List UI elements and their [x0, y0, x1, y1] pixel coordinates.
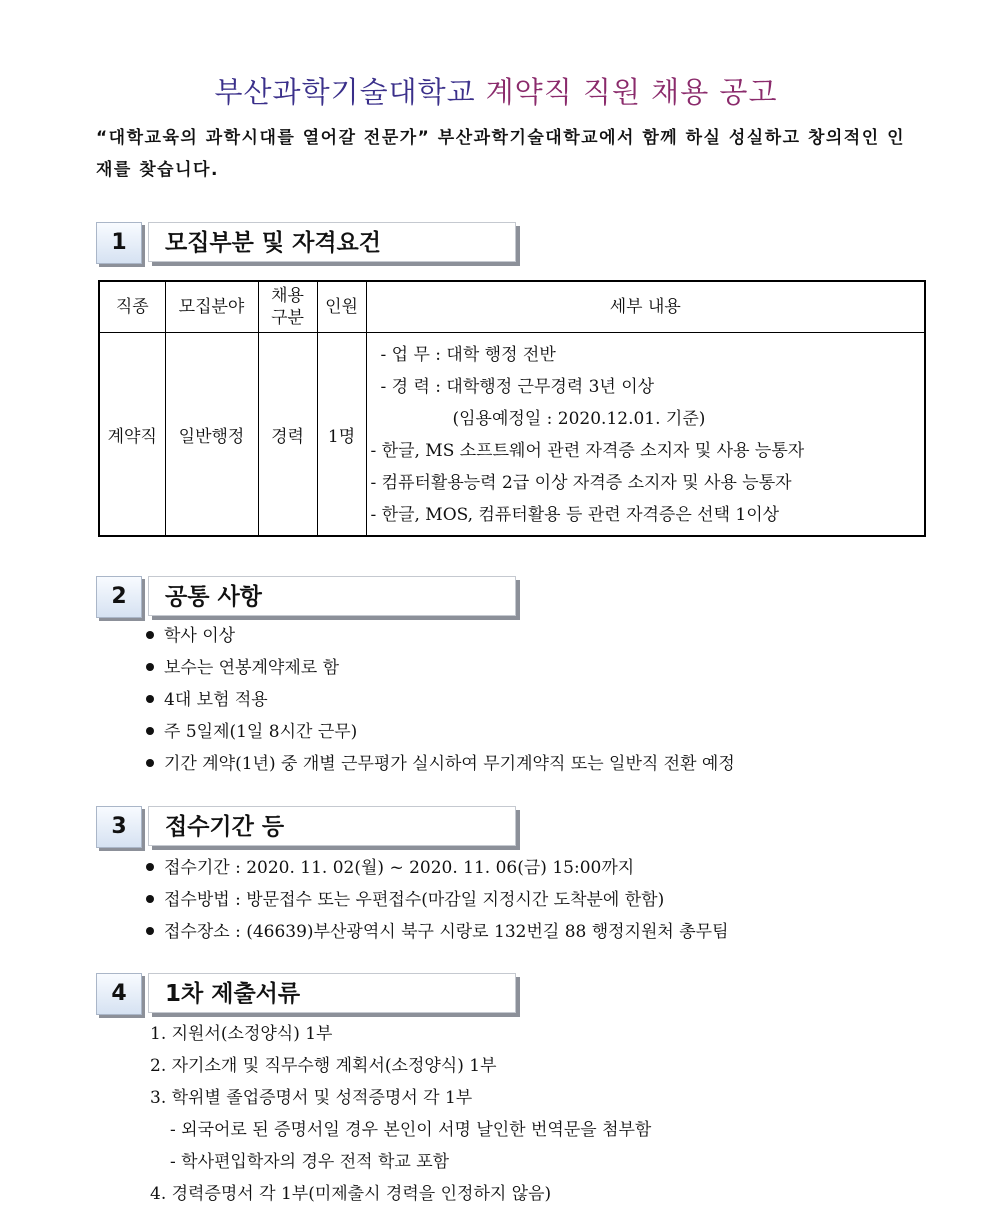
header-hire-type: 채용 구분	[258, 281, 317, 333]
list-item: 4대 보험 적용	[146, 684, 735, 716]
section-label: 공통 사항	[148, 576, 516, 616]
cell-details	[366, 333, 925, 537]
table-header-row	[99, 281, 925, 333]
bullet-icon	[146, 863, 154, 871]
list-item: 2. 자기소개 및 직무수행 계획서(소정양식) 1부	[150, 1056, 497, 1076]
bullet-icon	[146, 759, 154, 767]
cell-hire-type: 경력	[258, 333, 317, 537]
recruitment-table	[98, 280, 926, 537]
cell-field: 일반행정	[165, 333, 258, 537]
intro-text: “대학교육의 과학시대를 열어갈 전문가” 부산과학기술대학교에서 함께 하실 성실하고 창의적인 인재를 찾습니다.	[96, 128, 905, 180]
detail-line: - 컴퓨터활용능력 2급 이상 자격증 소지자 및 사용 능통자	[370, 473, 792, 493]
cell-job-type: 계약직	[99, 333, 165, 537]
application-list	[146, 852, 729, 948]
table-row	[99, 333, 925, 537]
header-field: 모집분야	[165, 281, 258, 333]
detail-line: (임용예정일 : 2020.12.01. 기준)	[452, 409, 706, 429]
section-number: 4	[96, 973, 142, 1015]
bullet-icon	[146, 927, 154, 935]
detail-line: - 경 력 : 대학행정 근무경력 3년 이상	[380, 377, 655, 397]
common-list	[146, 620, 735, 780]
detail-line: - 한글, MOS, 컴퓨터활용 등 관련 자격증은 선택 1이상	[370, 505, 780, 525]
bullet-icon	[146, 663, 154, 671]
section-number: 3	[96, 806, 142, 848]
bullet-icon	[146, 895, 154, 903]
list-item: 3. 학위별 졸업증명서 및 성적증명서 각 1부	[150, 1088, 473, 1108]
list-item: 1. 지원서(소정양식) 1부	[150, 1024, 333, 1044]
list-item: 접수장소 : (46639)부산광역시 북구 시랑로 132번길 88 행정지원처 총무팀	[146, 916, 729, 948]
bullet-icon	[146, 727, 154, 735]
section-label: 접수기간 등	[148, 806, 516, 846]
documents-list	[150, 1018, 651, 1210]
bullet-icon	[146, 631, 154, 639]
section-label: 1차 제출서류	[148, 973, 516, 1013]
section-label: 모집부분 및 자격요건	[148, 222, 516, 262]
title-university: 부산과학기술대학교	[214, 75, 476, 109]
list-item: 기간 계약(1년) 중 개별 근무평가 실시하여 무기계약직 또는 일반직 전환 예정	[146, 748, 735, 780]
detail-line: - 업 무 : 대학 행정 전반	[380, 345, 556, 365]
header-headcount: 인원	[317, 281, 366, 333]
list-item: 보수는 연봉계약제로 함	[146, 652, 735, 684]
detail-line: - 한글, MS 소프트웨어 관련 자격증 소지자 및 사용 능통자	[370, 441, 805, 461]
bullet-icon	[146, 695, 154, 703]
page-title	[0, 70, 992, 111]
list-item: 4. 경력증명서 각 1부(미제출시 경력을 인정하지 않음)	[150, 1184, 552, 1204]
section-number: 2	[96, 576, 142, 618]
header-details: 세부 내용	[366, 281, 925, 333]
header-job-type: 직종	[99, 281, 165, 333]
list-item: 접수기간 : 2020. 11. 02(월) ~ 2020. 11. 06(금) 15:00까지	[146, 852, 729, 884]
list-item: 주 5일제(1일 8시간 근무)	[146, 716, 735, 748]
list-item: - 외국어로 된 증명서일 경우 본인이 서명 날인한 번역문을 첨부함	[170, 1120, 652, 1140]
list-item: 접수방법 : 방문접수 또는 우편접수(마감일 지정시간 도착분에 한함)	[146, 884, 729, 916]
cell-headcount: 1명	[317, 333, 366, 537]
title-announcement: 계약직 직원 채용 공고	[485, 75, 778, 109]
list-item: 학사 이상	[146, 620, 735, 652]
list-item: - 학사편입학자의 경우 전적 학교 포함	[170, 1152, 450, 1172]
section-number: 1	[96, 222, 142, 264]
